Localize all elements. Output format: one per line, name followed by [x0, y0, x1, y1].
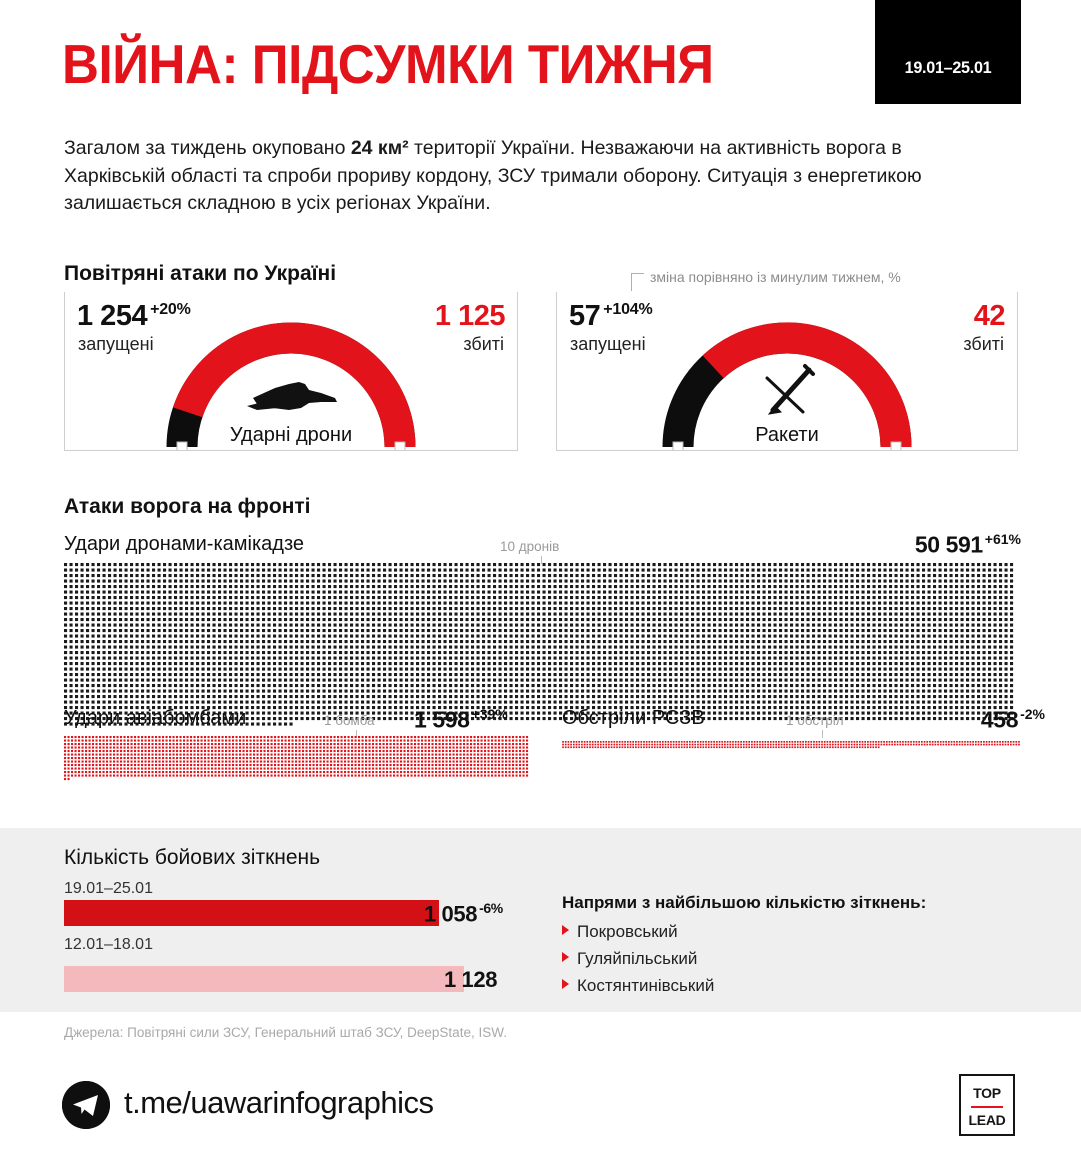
row-value-pct: +39% — [471, 706, 508, 722]
clash-bar-current — [64, 900, 439, 926]
clash-period-current: 19.01–25.01 — [64, 880, 153, 897]
clash-value-number: 1 128 — [444, 967, 498, 992]
page-title: ВІЙНА: ПІДСУМКИ ТИЖНЯ — [62, 33, 714, 95]
clash-value-current — [424, 900, 503, 927]
gauge-caption-drones: Ударні дрони — [229, 424, 353, 446]
gauge-caption-missiles: Ракети — [755, 424, 819, 446]
clash-period-previous: 12.01–18.01 — [64, 936, 153, 953]
gauge-launched-label: запущені — [570, 334, 646, 354]
unit-label-mlrs: 1 обстріл — [786, 713, 844, 728]
gauge-downed-label: збиті — [463, 334, 504, 354]
direction-label: Гуляйпільський — [577, 949, 698, 968]
gauge-change-pct: +104% — [603, 301, 653, 319]
gauge-downed-label: збиті — [963, 334, 1004, 354]
direction-label: Покровський — [577, 922, 678, 941]
unit-label-kamikaze: 10 дронів — [500, 539, 560, 554]
row-value-mlrs — [981, 706, 1045, 734]
missile-icon — [767, 366, 813, 414]
telegram-handle[interactable]: t.me/uawarinfographics — [124, 1085, 434, 1120]
gauge-change-pct: +20% — [150, 301, 191, 319]
triangle-bullet-icon — [562, 952, 569, 962]
row-value-number: 458 — [980, 706, 1019, 733]
intro-paragraph — [64, 135, 944, 218]
row-value-number: 1 598 — [414, 706, 470, 733]
gauge-launched-number: 1 254 — [77, 300, 148, 332]
sources-note: Джерела: Повітряні сили ЗСУ, Генеральний штаб ЗСУ, DeepState, ISW. — [64, 1025, 507, 1040]
gauge-launched-number: 57 — [569, 300, 601, 332]
direction-label: Костянтинівський — [577, 976, 715, 995]
intro-post: території України. Незважаючи на активність ворога в Харківській області та спроби прориву кордону, ЗСУ тримали оборону. Ситуація з енергетикою залишається складною в усіх регіонах України. — [64, 137, 922, 214]
date-badge — [875, 0, 1021, 104]
direction-item-1 — [562, 922, 678, 942]
toplead-logo — [959, 1074, 1015, 1136]
unit-label-airbombs: 1 бомба — [324, 713, 375, 728]
toplead-divider — [971, 1106, 1003, 1108]
clash-value-pct: -6% — [479, 900, 503, 916]
gauge-launched-label: запущені — [78, 334, 154, 354]
row-label-kamikaze: Удари дронами-камікадзе — [64, 533, 305, 555]
intro-pre: Загалом за тиждень окуповано — [64, 137, 351, 159]
row-label-airbombs: Удари авіабомбами — [64, 707, 247, 729]
date-badge-label: 19.01–25.01 — [904, 58, 992, 77]
clash-value-number: 1 058 — [424, 901, 478, 927]
front-attacks-heading: Атаки ворога на фронті — [64, 495, 311, 518]
clash-value-previous — [444, 967, 497, 993]
gauge-panel-drones — [64, 292, 518, 451]
air-attacks-heading: Повітряні атаки по Україні — [64, 262, 337, 285]
row-value-kamikaze — [915, 531, 1021, 559]
triangle-bullet-icon — [562, 979, 569, 989]
direction-item-3 — [562, 976, 714, 996]
gauge-downed-value: 1 125 — [434, 300, 505, 332]
gauge-panel-missiles — [556, 292, 1018, 451]
change-note-label: зміна порівняно із минулим тижнем, % — [650, 269, 901, 285]
triangle-bullet-icon — [562, 925, 569, 935]
direction-item-2 — [562, 949, 697, 969]
gauge-downed-value: 42 — [973, 300, 1005, 332]
intro-highlight: 24 км² — [350, 137, 409, 159]
note-pointer-icon — [631, 273, 644, 291]
dot-matrix-airbombs — [64, 736, 530, 787]
telegram-icon[interactable] — [62, 1081, 110, 1129]
row-label-mlrs: Обстріли РСЗВ — [562, 707, 705, 729]
row-value-pct: -2% — [1020, 706, 1045, 722]
row-value-pct: +61% — [984, 531, 1021, 547]
directions-title: Напрями з найбільшою кількістю зіткнень: — [562, 893, 927, 912]
clash-bar-previous — [64, 966, 464, 992]
header — [0, 0, 1081, 125]
row-value-number: 50 591 — [914, 531, 983, 558]
toplead-bottom-label: LEAD — [968, 1112, 1006, 1128]
drone-icon — [247, 382, 337, 410]
row-value-airbombs — [414, 706, 508, 734]
dot-matrix-mlrs — [562, 736, 1021, 754]
clashes-title: Кількість бойових зіткнень — [64, 846, 321, 869]
toplead-top-label: TOP — [973, 1085, 1001, 1101]
